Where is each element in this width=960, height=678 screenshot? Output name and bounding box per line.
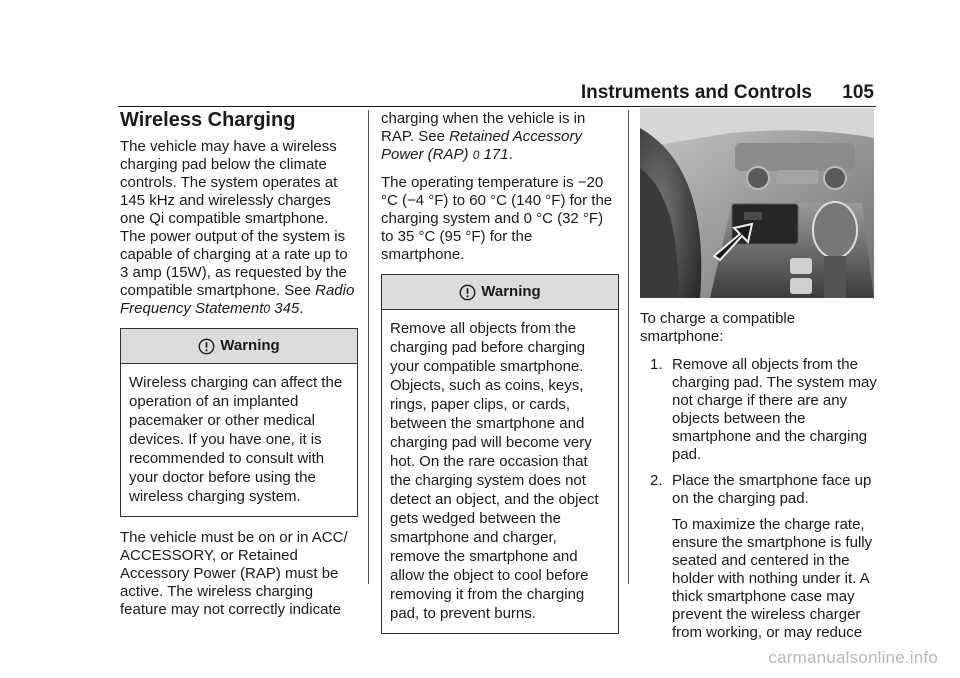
page-header (118, 80, 876, 106)
column-1 (120, 108, 358, 629)
warning-header (382, 275, 618, 310)
acc-paragraph: The vehicle must be on or in ACC/ ACCESSORY, or Retained Accessory Power (RAP) must be active. The wireless charging feature may not correctly indicate (120, 529, 348, 618)
watermark: carmanualsonline.info (768, 648, 938, 667)
step-number: 1. (650, 356, 663, 373)
column-divider-left (368, 110, 369, 584)
step-subtext: To maximize the charge rate, ensure the smartphone is fully seated and centered in the holder with nothing under it. A thick smartphone case may prevent the wireless charger from working, or may reduce (672, 516, 873, 641)
column-3 (640, 108, 878, 650)
intro-paragraph (120, 138, 358, 318)
warning-icon (198, 338, 215, 355)
warning-label: Warning (220, 337, 280, 354)
page-ref-arrow: 0 (263, 302, 271, 316)
step-number: 2. (650, 472, 663, 489)
warning-body: Remove all objects from the charging pad before charging your compatible smartphone. Objects, such as coins, keys, rings, paper clips, or cards, between the smartphone and charging pad will become very hot. On the rare occasion that the charging system does not detect an object, and the object gets wedged between the smartphone and charger, remove the smartphone and allow the object to cool before removing it from the charging pad, to prevent burns. (390, 320, 599, 622)
warning-box-objects (381, 274, 619, 634)
warning-box-pacemaker (120, 328, 358, 517)
rap-link[interactable]: Retained Accessory Power (RAP) (381, 128, 582, 163)
step-text: Remove all objects from the charging pad. The system may not charge if there are any objects between the smartphone and the charging pad. (672, 356, 877, 463)
page-ref-345[interactable]: 345 (274, 300, 300, 317)
steps-list (640, 356, 878, 642)
header-rule (118, 106, 876, 107)
rap-text: charging when the vehicle is in RAP. See (381, 110, 586, 145)
steps-intro: To charge a compatible smartphone: (640, 310, 796, 345)
rap-end: . (508, 146, 513, 163)
section-title-header: Instruments and Controls (580, 82, 812, 103)
page-number: 105 (842, 82, 874, 103)
page-ref-171[interactable]: 171 (483, 146, 509, 163)
section-heading: Wireless Charging (120, 109, 296, 131)
charging-pad-photo (640, 108, 874, 298)
warning-header (121, 329, 357, 364)
charging-pad-illustration (640, 108, 874, 298)
column-2 (381, 110, 619, 646)
warning-body: Wireless charging can affect the operation of an implanted pacemaker or other medical devices. If you have one, it is recommended to consult with your doctor before using the wireless charging system. (129, 374, 343, 505)
list-item (640, 472, 878, 642)
intro-text: The vehicle may have a wireless charging pad below the climate controls. The system operates at 145 kHz and wirelessly charges one Qi compatible smartphone. The power output of the system is capable of charging at a rate up to 3 amp (15W), as requested by the compatible smartphone. See (120, 138, 348, 299)
rap-paragraph (381, 110, 619, 164)
warning-icon (459, 284, 476, 301)
column-divider-right (628, 110, 629, 584)
warning-label: Warning (481, 283, 541, 300)
temperature-paragraph: The operating temperature is −20 °C (−4 °F) to 60 °C (140 °F) for the charging system and 0 °C (32 °F) to 35 °C (95 °F) for the smartphone. (381, 174, 613, 263)
page-ref-arrow: 0 (472, 148, 480, 162)
intro-end: . (299, 300, 304, 317)
step-text: Place the smartphone face up on the charging pad. (672, 472, 872, 507)
radio-frequency-link[interactable]: Radio Frequency Statement (120, 282, 355, 317)
list-item (640, 356, 878, 464)
